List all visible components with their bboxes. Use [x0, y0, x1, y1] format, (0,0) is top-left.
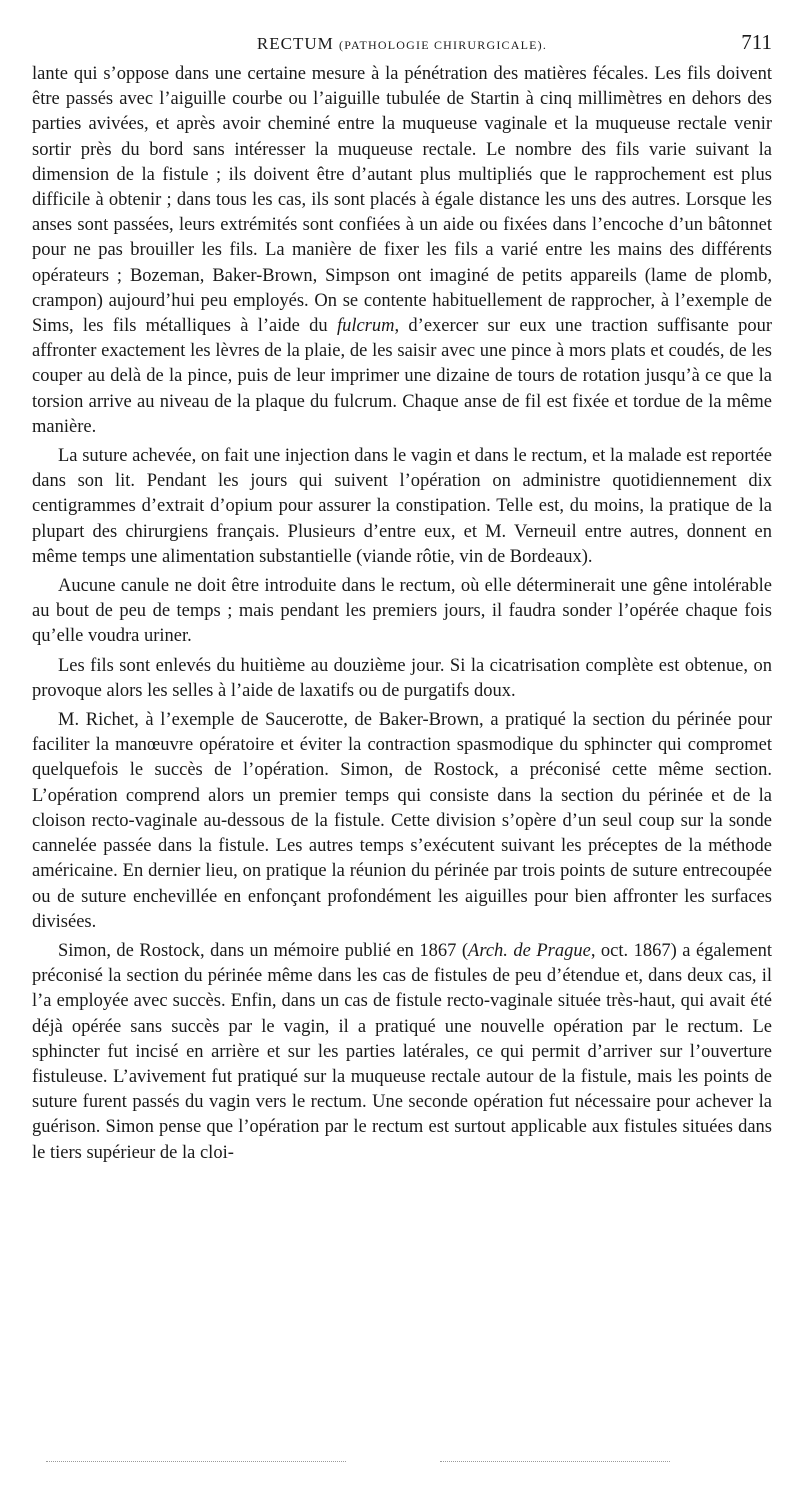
running-title	[32, 34, 772, 54]
running-title-subtitle: (PATHOLOGIE CHIRURGICALE).	[339, 38, 548, 52]
running-head	[32, 28, 772, 62]
italic-text: fulcrum	[336, 316, 395, 337]
body-text	[32, 62, 772, 1166]
paragraph	[32, 654, 772, 704]
paragraph-text: , d’exercer sur eux une traction suffisante pour affronter exactement les lèvres de la plaie, de les saisir avec une pince à mors plats et coudés, de les couper au delà de la pince, puis de leur imprimer une dizaine de tours de rotation jusqu’à ce que la torsion arrive au niveau de la plaque du fulcrum. Chaque anse de fil est fixée et tordue de la même manière.	[32, 316, 772, 437]
paragraph-text: La suture achevée, on fait une injection dans le vagin et dans le rectum, et la malade est reportée dans son lit. Pendant les jours qui suivent l’opération on administre quotidiennement dix centigrammes d’extrait d’opium pour assurer la constipation. Telle est, du moins, la pratique de la plupart des chirurgiens français. Plusieurs d’entre eux, et M. Verneuil entre autres, donnent en même temps une alimentation substantielle (viande rôtie, vin de Bordeaux).	[32, 446, 772, 567]
paragraph-text: , oct. 1867) a également préconisé la section du périnée même dans les cas de fistules de peu d’étendue et, dans deux cas, il l’a employée avec succès. Enfin, dans un cas de fistule recto-vaginale située très-haut, qui avait été déjà opérée sans succès par le vagin, il a pratiqué une nouvelle opération par le rectum. Le sphincter fut incisé en arrière et sur les parties latérales, ce qui permit d’arriver sur l’ouverture fistuleuse. L’avivement fut pratiqué sur la muqueuse rectale autour de la fistule, mais les points de suture furent passés du vagin vers le rectum. Une seconde opération fut nécessaire pour achever la guérison. Simon pense que l’opération par le rectum est surtout applicable aux fistules situées dans le tiers supérieur de la cloi-	[32, 940, 772, 1163]
paragraph-text: Aucune canule ne doit être introduite dans le rectum, où elle déterminerait une gêne intolérable au bout de peu de temps ; mais pendant les premiers jours, il faudra sonder l’opérée chaque fois qu’elle voudra uriner.	[32, 576, 772, 647]
book-page	[32, 28, 772, 1166]
paragraph	[32, 708, 772, 935]
paragraph	[32, 939, 772, 1166]
running-title-main: RECTUM	[256, 34, 334, 53]
footer-rule-left	[46, 1461, 346, 1462]
paragraph-text: lante qui s’oppose dans une certaine mesure à la pénétration des matières fécales. Les fils doivent être passés avec l’aiguille courbe ou l’aiguille tubulée de Startin à cinq millimètres en dehors des parties avivées, et après avoir cheminé entre la muqueuse vaginale et la muqueuse rectale venir sortir près du bord sans intéresser la muqueuse rectale. Le nombre des fils varie suivant la dimension de la fistule ; ils doivent être d’autant plus multipliés que le rapprochement est plus difficile à obtenir ; dans tous les cas, ils sont placés à égale distance les uns des autres. Lorsque les anses sont passées, leurs extrémités sont confiées à un aide ou fixées dans l’encoche d’un bâtonnet pour ne pas brouiller les fils. La manière de fixer les fils a varié entre les mains des différents opérateurs ; Bozeman, Baker-Brown, Simpson ont imaginé de petits appareils (lame de plomb, crampon) aujourd’hui peu employés. On se contente habituellement de rapprocher, à l’exemple de Sims, les fils métalliques à l’aide du	[32, 64, 772, 337]
paragraph	[32, 574, 772, 650]
page-number: 711	[741, 30, 772, 54]
footer-rule-right	[440, 1461, 670, 1462]
paragraph	[32, 444, 772, 570]
paragraph-text: Les fils sont enlevés du huitième au douzième jour. Si la cicatrisation complète est obtenue, on provoque alors les selles à l’aide de laxatifs ou de purgatifs doux.	[32, 655, 772, 701]
paragraph	[32, 62, 772, 440]
paragraph-text: Simon, de Rostock, dans un mémoire publié en 1867 (	[58, 940, 469, 961]
italic-text: Arch. de Prague	[468, 940, 591, 961]
paragraph-text: M. Richet, à l’exemple de Saucerotte, de Baker-Brown, a pratiqué la section du périnée pour faciliter la manœuvre opératoire et éviter la contraction spasmodique du sphincter qui compromet quelquefois le succès de l’opération. Simon, de Rostock, a préconisé cette même section. L’opération comprend alors un premier temps qui consiste dans la section du périnée et de la cloison recto-vaginale au-dessous de la fistule. Cette division s’opère d’un seul coup sur la sonde cannelée passée dans la fistule. Les autres temps s’exécutent suivant les préceptes de la méthode américaine. En dernier lieu, on pratique la réunion du périnée par trois points de suture entrecoupée ou de suture enchevillée en enfonçant profondément les aiguilles pour bien affronter les surfaces divisées.	[32, 710, 772, 932]
